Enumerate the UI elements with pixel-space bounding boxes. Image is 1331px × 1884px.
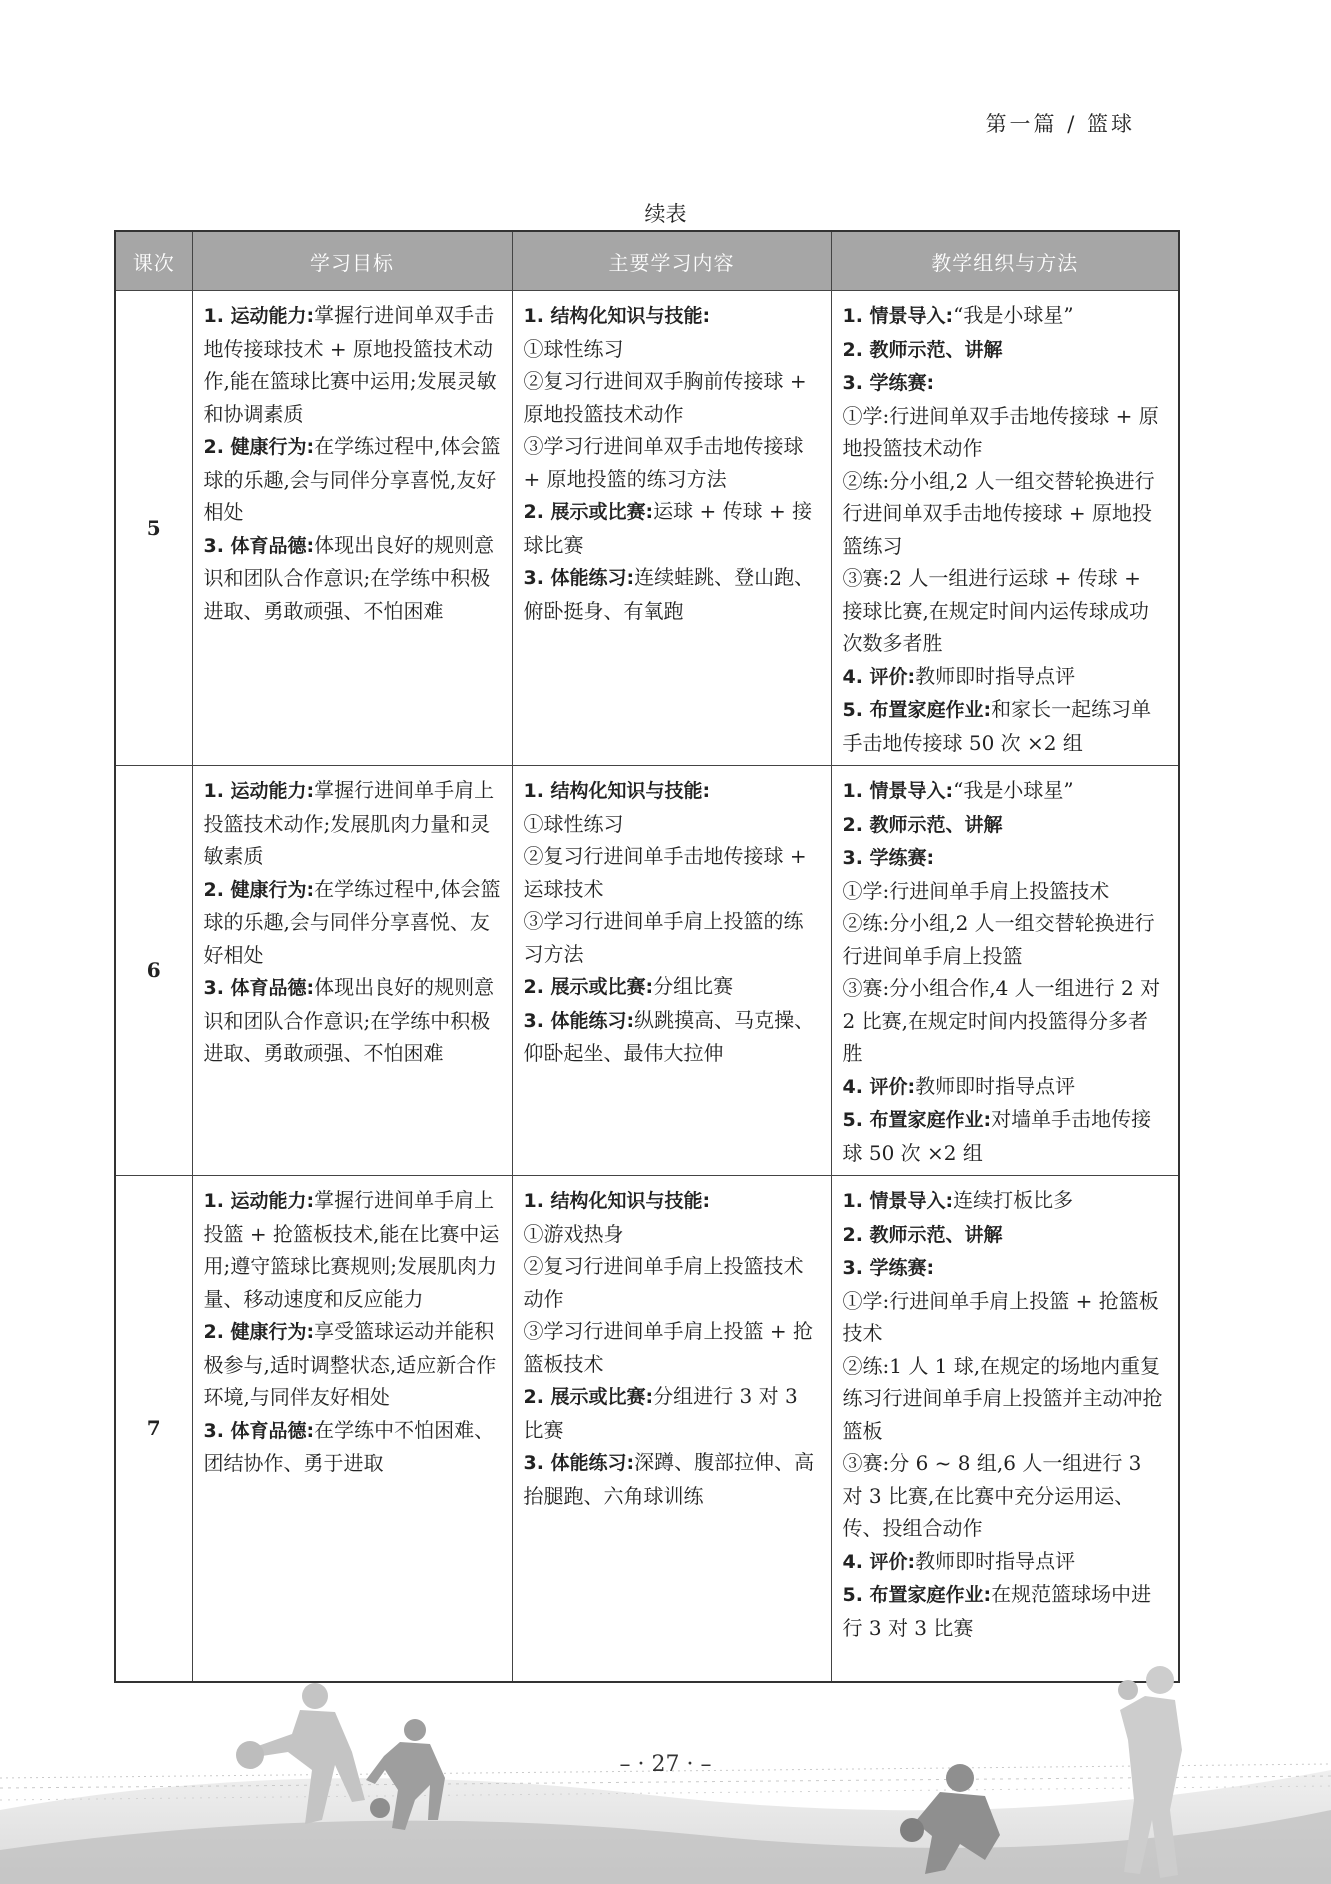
item-label: 3. 体能练习: <box>523 567 635 589</box>
cell-methods <box>831 1176 1179 1682</box>
sub-item: ③学习行进间单手肩上投篮 + 抢篮板技术 <box>523 1319 813 1376</box>
item-label: 4. 评价: <box>842 1075 916 1098</box>
item-label: 2. 健康行为: <box>203 1321 315 1343</box>
item-label: 1. 情景导入: <box>842 305 954 327</box>
item-text: 对墙单手击地传接球 50 次 ×2 组 <box>842 1107 1152 1165</box>
sub-item: ②复习行进间单手击地传接球 + 运球技术 <box>523 844 807 901</box>
sub-item: ③学习行进间单手肩上投篮的练习方法 <box>523 909 804 966</box>
list-item <box>843 1218 1168 1252</box>
item-label: 3. 体能练习: <box>523 1009 635 1032</box>
item-text: 掌握行进间单双手击地传接球技术 + 原地投篮技术动作,能在篮球比赛中运用;发展灵敏和协调素质 <box>203 303 497 426</box>
list-item <box>843 774 1168 808</box>
list-item <box>204 430 501 529</box>
list-item <box>204 1184 501 1315</box>
item-text: “我是小球星” <box>953 303 1074 327</box>
item-label: 1. 结构化知识与技能: <box>523 780 711 802</box>
item-text: 深蹲、腹部拉伸、高抬腿跑、六角球训练 <box>523 1450 815 1508</box>
sub-item: ②复习行进间单手肩上投篮技术动作 <box>523 1254 804 1311</box>
item-label: 2. 展示或比赛: <box>523 1386 654 1408</box>
list-item <box>524 1380 820 1446</box>
item-text: 教师即时指导点评 <box>915 1073 1076 1098</box>
sub-item: ③学习行进间单双手击地传接球 + 原地投篮的练习方法 <box>523 434 804 491</box>
item-label: 3. 学练赛: <box>842 1257 935 1279</box>
sub-item: ①球性练习 <box>523 336 624 361</box>
item-text: 在规范篮球场中进行 3 对 3 比赛 <box>842 1582 1152 1640</box>
item-text: 享受篮球运动并能积极参与,适时调整状态,适应新合作环境,与同伴友好相处 <box>203 1319 497 1409</box>
list-item <box>204 1315 501 1414</box>
sub-item: ①游戏热身 <box>523 1221 624 1246</box>
list-item <box>843 808 1168 842</box>
list-item <box>843 366 1168 660</box>
sub-item: ②练:分小组,2 人一组交替轮换进行行进间单双手击地传接球 + 原地投篮练习 <box>842 468 1155 558</box>
list-item <box>843 1578 1168 1644</box>
item-label: 2. 展示或比赛: <box>523 501 654 523</box>
sub-item: ③赛:分小组合作,4 人一组进行 2 对 2 比赛,在规定时间内投篮得分多者胜 <box>842 976 1161 1065</box>
list-item <box>524 561 820 627</box>
item-label: 3. 体育品德: <box>203 1419 315 1442</box>
column-header-methods: 教学组织与方法 <box>831 231 1179 291</box>
list-item <box>843 1184 1168 1218</box>
sub-item: ③赛:2 人一组进行运球 + 传球 + 接球比赛,在规定时间内运传球成功次数多者胜 <box>842 566 1149 655</box>
lesson-plan-table <box>114 230 1180 1683</box>
list-item <box>843 1251 1168 1545</box>
table-header-row <box>115 231 1179 291</box>
sub-item: ①学:行进间单手肩上投篮 + 抢篮板技术 <box>842 1288 1159 1345</box>
column-header-goals: 学习目标 <box>192 231 512 291</box>
item-text: 分组比赛 <box>653 974 734 998</box>
list-item <box>843 333 1168 367</box>
list-item <box>843 299 1168 333</box>
item-label: 2. 教师示范、讲解 <box>842 1223 1003 1246</box>
item-label: 1. 运动能力: <box>203 780 315 802</box>
item-text: 在学练过程中,体会篮球的乐趣,会与同伴分享喜悦,友好相处 <box>203 434 501 524</box>
sub-item: ③赛:分 6 ~ 8 组,6 人一组进行 3 对 3 比赛,在比赛中充分运用运、传、投组合动作 <box>842 1451 1142 1540</box>
list-item <box>204 873 501 972</box>
item-label: 2. 健康行为: <box>203 436 315 458</box>
sub-item: ①学:行进间单双手击地传接球 + 原地投篮技术动作 <box>842 403 1159 460</box>
item-label: 1. 结构化知识与技能: <box>523 305 711 327</box>
cell-goals <box>192 291 512 766</box>
item-text: 在学练中不怕困难、团结协作、勇于进取 <box>203 1417 495 1475</box>
list-item <box>204 529 501 628</box>
item-text: 分组进行 3 对 3 比赛 <box>523 1384 798 1442</box>
list-item <box>843 1070 1168 1104</box>
item-text: 体现出良好的规则意识和团队合作意识;在学练中积极进取、勇敢顽强、不怕困难 <box>203 975 495 1065</box>
sub-item: ①学:行进间单手肩上投篮技术 <box>842 878 1110 903</box>
running-header: 第一篇 / 篮球 <box>985 112 1135 136</box>
item-label: 1. 运动能力: <box>203 1190 315 1212</box>
sub-item: ②练:1 人 1 球,在规定的场地内重复练习行进间单手肩上投篮并主动冲抢篮板 <box>842 1353 1163 1443</box>
list-item <box>204 299 501 430</box>
item-text: 掌握行进间单手肩上投篮技术动作;发展肌肉力量和灵敏素质 <box>203 778 495 868</box>
list-item <box>204 774 501 873</box>
cell-methods <box>831 291 1179 766</box>
item-label: 1. 情景导入: <box>842 1190 954 1212</box>
item-label: 5. 布置家庭作业: <box>842 699 992 721</box>
list-item <box>524 495 820 561</box>
item-label: 3. 体育品德: <box>203 977 315 999</box>
item-text: 连续打板比多 <box>953 1188 1074 1212</box>
sub-item: ②复习行进间双手胸前传接球 + 原地投篮技术动作 <box>523 369 807 426</box>
list-item <box>524 1004 820 1070</box>
item-label: 3. 学练赛: <box>842 847 935 869</box>
item-label: 2. 展示或比赛: <box>523 976 654 998</box>
item-label: 4. 评价: <box>842 665 916 688</box>
item-text: 运球 + 传球 + 接球比赛 <box>523 499 813 557</box>
lesson-number: 5 <box>115 291 192 766</box>
lesson-number: 6 <box>115 766 192 1176</box>
cell-methods <box>831 766 1179 1176</box>
table-row <box>115 291 1179 766</box>
list-item <box>524 970 820 1004</box>
item-label: 5. 布置家庭作业: <box>842 1584 992 1606</box>
item-text: 教师即时指导点评 <box>915 663 1076 688</box>
list-item <box>843 693 1168 759</box>
item-text: 在学练过程中,体会篮球的乐趣,会与同伴分享喜悦、友好相处 <box>203 876 501 967</box>
table-row <box>115 1176 1179 1682</box>
item-label: 2. 健康行为: <box>203 878 315 901</box>
item-label: 1. 结构化知识与技能: <box>523 1190 711 1212</box>
page-number: – · 27 · – <box>619 1752 712 1777</box>
list-item <box>843 660 1168 694</box>
item-text: “我是小球星” <box>953 778 1074 802</box>
table-caption: 续表 <box>644 202 687 226</box>
sub-item: ②练:分小组,2 人一组交替轮换进行行进间单手肩上投篮 <box>842 911 1155 968</box>
item-label: 3. 体育品德: <box>203 534 315 557</box>
item-text: 连续蛙跳、登山跑、俯卧挺身、有氧跑 <box>523 565 815 623</box>
item-text: 教师即时指导点评 <box>915 1548 1076 1573</box>
item-text: 纵跳摸高、马克操、仰卧起坐、最伟大拉伸 <box>523 1007 815 1065</box>
list-item <box>524 1184 820 1380</box>
list-item <box>843 1545 1168 1579</box>
cell-goals <box>192 1176 512 1682</box>
cell-goals <box>192 766 512 1176</box>
column-header-lesson: 课次 <box>115 231 192 291</box>
cell-content <box>512 766 831 1176</box>
table-row <box>115 766 1179 1176</box>
list-item <box>204 971 501 1070</box>
item-label: 1. 情景导入: <box>842 780 954 802</box>
item-label: 3. 学练赛: <box>842 372 935 394</box>
list-item <box>524 1446 820 1512</box>
list-item <box>524 774 820 970</box>
list-item <box>843 1103 1168 1169</box>
column-header-content: 主要学习内容 <box>512 231 831 291</box>
lesson-number: 7 <box>115 1176 192 1682</box>
sub-item: ①球性练习 <box>523 811 624 836</box>
item-text: 和家长一起练习单手击地传接球 50 次 ×2 组 <box>842 697 1152 755</box>
cell-content <box>512 1176 831 1682</box>
item-label: 4. 评价: <box>842 1550 916 1573</box>
item-label: 2. 教师示范、讲解 <box>842 338 1003 361</box>
item-label: 3. 体能练习: <box>523 1452 635 1474</box>
list-item <box>204 1414 501 1480</box>
list-item <box>524 299 820 495</box>
item-text: 掌握行进间单手肩上投篮 + 抢篮板技术,能在比赛中运用;遵守篮球比赛规则;发展肌肉力量、移动速度和反应能力 <box>203 1188 500 1311</box>
cell-content <box>512 291 831 766</box>
list-item <box>843 841 1168 1070</box>
item-text: 体现出良好的规则意识和团队合作意识;在学练中积极进取、勇敢顽强、不怕困难 <box>203 532 495 623</box>
item-label: 2. 教师示范、讲解 <box>842 813 1003 836</box>
item-label: 1. 运动能力: <box>203 305 315 327</box>
item-label: 5. 布置家庭作业: <box>842 1109 992 1131</box>
